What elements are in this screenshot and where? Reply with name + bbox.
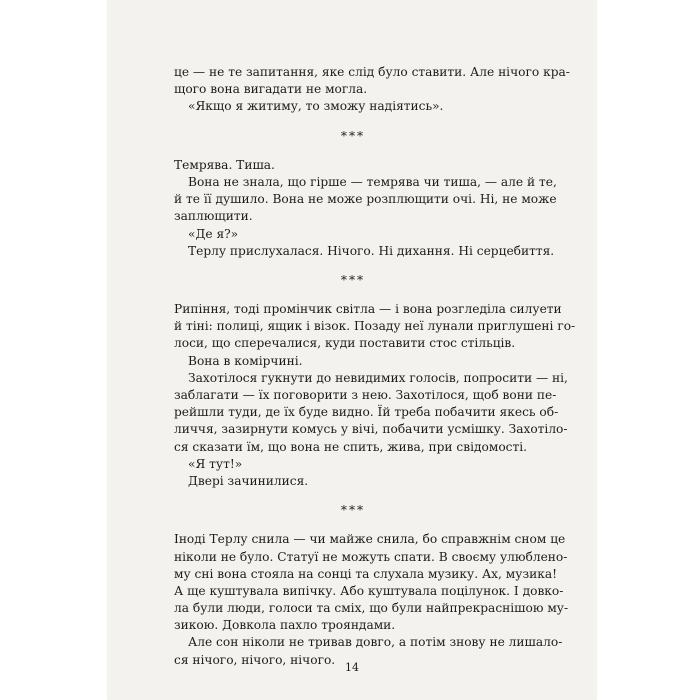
section-separator: *** bbox=[340, 272, 366, 287]
book-page bbox=[108, 0, 596, 700]
text-line: щого вона вигадати не могла. bbox=[174, 82, 368, 97]
text-line: заблагати — їх поговорити з нею. Захотілося, щоб вони пе- bbox=[174, 388, 557, 402]
text-line: «Якщо я житиму, то зможу надіятись». bbox=[188, 99, 444, 114]
text-line: Рипіння, тоді промінчик світла — і вона розгледіла силуети bbox=[174, 302, 562, 317]
text-line: Темрява. Тиша. bbox=[174, 157, 275, 172]
text-line: Але сон ніколи не тривав довго, а потім знову не лишало- bbox=[188, 635, 563, 650]
text-line: «Де я?» bbox=[188, 226, 239, 241]
text-line: «Я тут!» bbox=[188, 456, 243, 471]
text-line: Вона не знала, що гірше — темрява чи тиша, — але й те, bbox=[188, 174, 557, 189]
page-body-text bbox=[174, 64, 576, 669]
text-line: Іноді Терлу снила — чи майже снила, бо справжнім сном це bbox=[174, 532, 566, 547]
text-line: ся нічого, нічого, нічого. bbox=[174, 652, 336, 667]
text-line: Терлу прислухалася. Нічого. Ні дихання. Ні серцебиття. bbox=[188, 243, 555, 258]
text-line: ла були люди, голоси та сміх, що були найпрекраснішою му- bbox=[174, 601, 569, 616]
text-line: й тіні: полиці, ящик і візок. Позаду неї лунали приглушені го- bbox=[174, 319, 576, 334]
text-line: зикою. Довкола пахло трояндами. bbox=[174, 618, 396, 633]
section-separator: *** bbox=[340, 128, 366, 143]
text-line: Двері зачинилися. bbox=[188, 473, 309, 488]
text-line: Захотілося гукнути до невидимих голосів, попросити — ні, bbox=[188, 370, 568, 385]
text-line: Вона в комірчині. bbox=[188, 353, 303, 368]
text-line: заплющити. bbox=[174, 209, 253, 224]
text-line: ся сказати їм, що вона не спить, жива, при свідомості. bbox=[174, 439, 528, 454]
text-line: ніколи не було. Статуї не можуть спати. В своєму улюблено- bbox=[174, 549, 568, 564]
page-number: 14 bbox=[345, 661, 359, 674]
text-line: лоси, що сперечалися, куди поставити стос стільців. bbox=[174, 336, 516, 351]
text-line: рейшли туди, де їх буде видно. Їй треба побачити якесь об- bbox=[174, 405, 559, 420]
text-line: личчя, зазирнути комусь у вічі, побачити усмішку. Захотіло- bbox=[174, 422, 568, 437]
section-separator: *** bbox=[340, 503, 366, 518]
text-line: му сні вона стояла на сонці та слухала музику. Ах, музика! bbox=[174, 566, 557, 581]
text-line: А ще куштувала випічку. Або куштувала поцілунок. І довко- bbox=[174, 583, 564, 598]
text-line: це — не те запитання, яке слід було ставити. Але нічого кра- bbox=[174, 65, 570, 79]
text-line: й те її душило. Вона не може розплющити очі. Ні, не може bbox=[174, 192, 557, 207]
